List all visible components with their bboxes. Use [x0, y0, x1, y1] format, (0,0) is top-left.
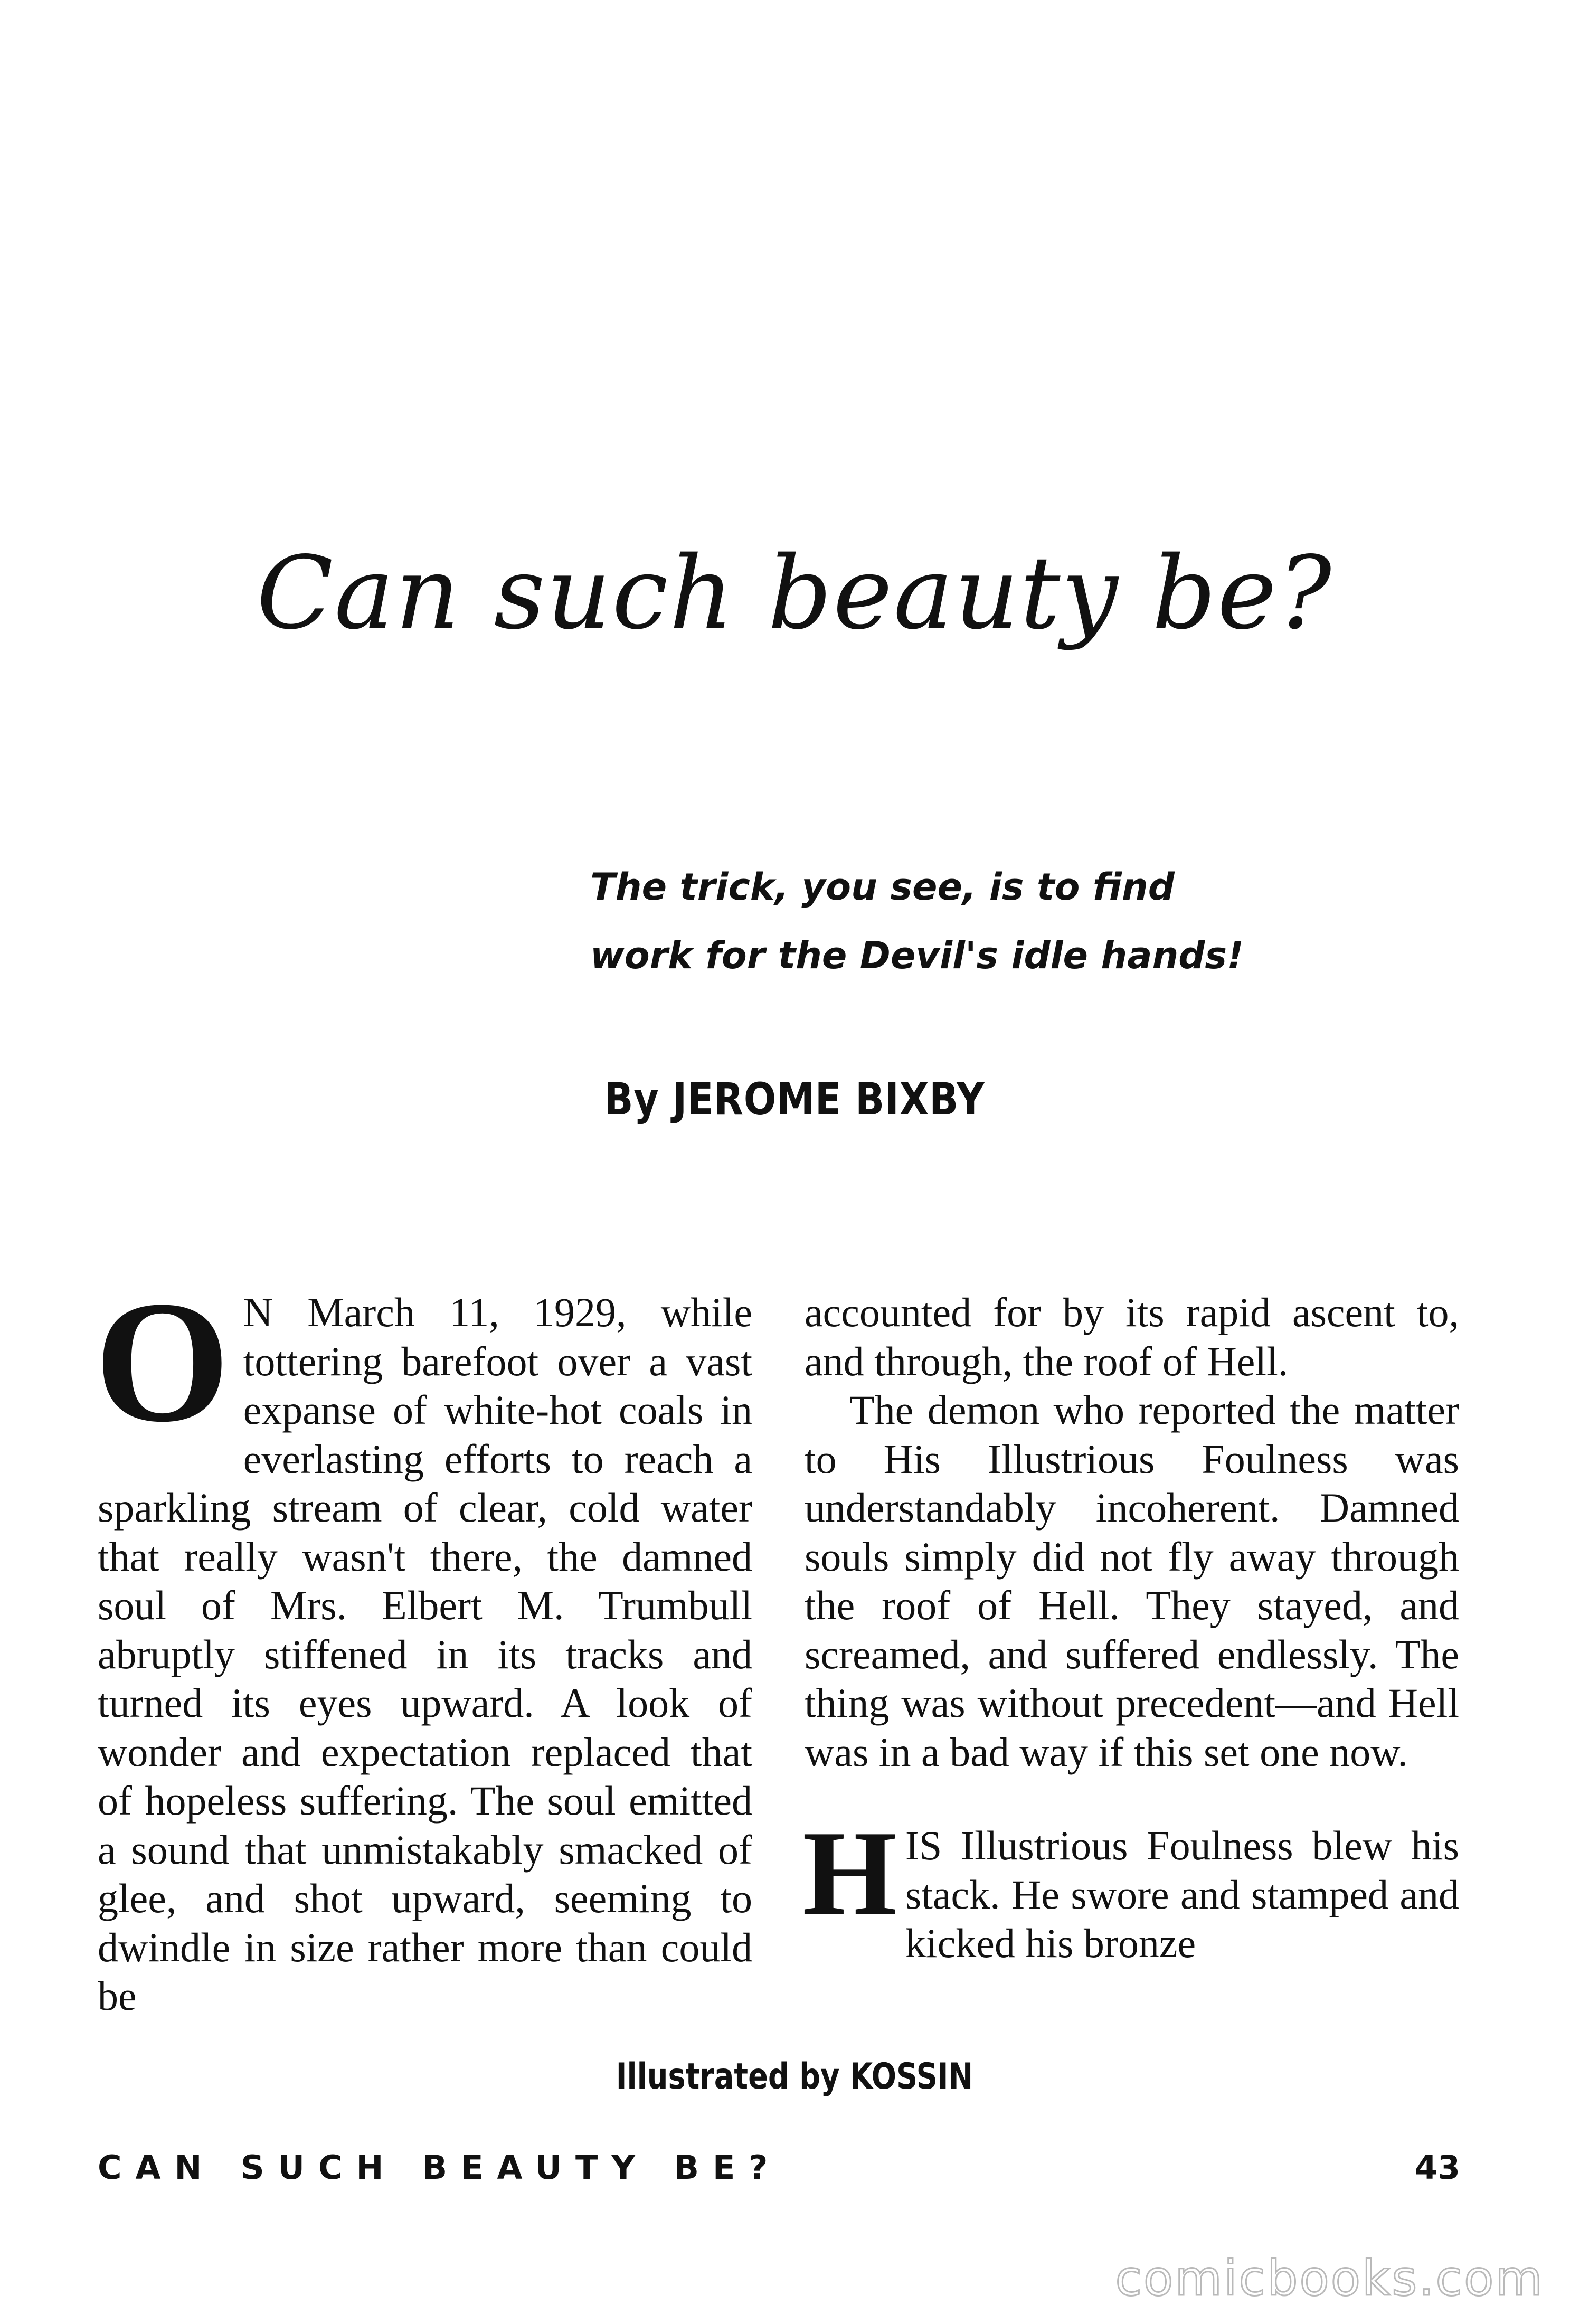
- story-column-right: [802, 1288, 1459, 1968]
- section-break: [805, 1777, 1459, 1821]
- story-tagline: [590, 853, 1276, 990]
- watermark-logo: comicbooks.com: [1115, 2250, 1544, 2307]
- author-byline: By JEROME BIXBY: [604, 1073, 985, 1125]
- tagline-line-1: The trick, you see, is to find: [590, 865, 1175, 909]
- opening-paragraph-text: N March 11, 1929, while tottering barefoot over a vast expanse of white-hot coals in everlasting efforts to reach a sparkling stream of clear, cold water that really wasn't there, the damned soul of Mrs. Elbert M. Trumbull abruptly stiffened in its tracks and turned its eyes upward. A look of wonder and expectation replaced that of hopeless suffering. The soul emitted a sound that unmistakably smacked of glee, and shot upward, seeming to dwindle in size rather more than could be: [98, 1289, 752, 2019]
- page-number: 43: [1414, 2148, 1460, 2187]
- illustrator-credit: Illustrated by KOSSIN: [616, 2056, 973, 2098]
- running-title: CAN SUCH BEAUTY BE?: [98, 2148, 782, 2187]
- continuation-paragraph: accounted for by its rapid ascent to, and through, the roof of Hell.: [805, 1289, 1459, 1384]
- drop-cap-o: O: [94, 1265, 230, 1458]
- foulness-paragraph: [802, 1806, 1459, 1968]
- foulness-paragraph-text: IS Illustrious Foulness blew his stack. He swore and stamped and kicked his bronze: [905, 1822, 1459, 1966]
- drop-cap-h: H: [802, 1806, 897, 1940]
- tagline-line-2: work for the Devil's idle hands!: [590, 934, 1244, 977]
- story-title: Can such beauty be?: [256, 535, 1333, 651]
- opening-paragraph: [94, 1265, 752, 2021]
- demon-paragraph: The demon who reported the matter to His Illustrious Foulness was understandably incoherent. Damned souls simply did not fly away through the roof of Hell. They stayed, and screamed, and suffered endlessly. The thing was without precedent—and Hell was in a bad way if this set one now.: [805, 1387, 1459, 1775]
- story-column-left: [94, 1265, 752, 2021]
